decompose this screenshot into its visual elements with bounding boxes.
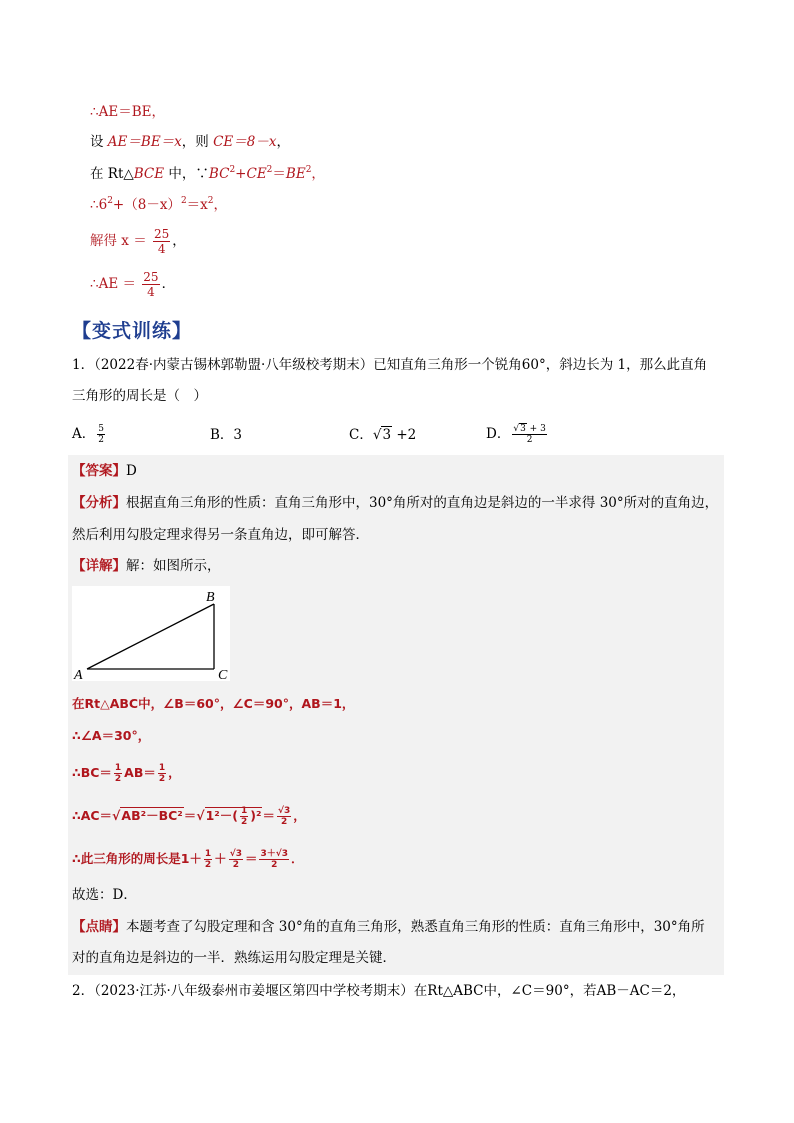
t: ＝ xyxy=(262,808,275,823)
analysis-line-1 xyxy=(72,494,718,512)
fraction xyxy=(229,849,243,870)
t: ＝ xyxy=(272,166,286,182)
t: ∴此三角形的周长是1＋ xyxy=(72,851,202,866)
label-a: A xyxy=(74,668,83,681)
fraction-25-4 xyxy=(153,227,170,256)
side-ab xyxy=(87,604,214,669)
t: ∴6 xyxy=(90,197,108,213)
t: + 3 xyxy=(526,424,546,434)
t: 3 xyxy=(520,424,526,434)
t: 1 xyxy=(241,806,248,816)
prev-line-3 xyxy=(90,165,325,183)
t: 4 xyxy=(142,284,159,299)
t: 1²－( xyxy=(205,808,238,823)
prev-line-2 xyxy=(90,133,290,151)
t: 2 xyxy=(158,774,166,784)
triangle-svg xyxy=(72,586,230,681)
t: BE xyxy=(285,166,306,182)
q1-option-a xyxy=(72,424,107,445)
fraction xyxy=(512,424,546,445)
t: CE＝8－x xyxy=(213,134,277,150)
analysis-tag: 【分析】 xyxy=(72,495,126,511)
comment-line-1 xyxy=(72,918,705,936)
t: 2 xyxy=(277,816,291,827)
t: ， xyxy=(213,197,228,213)
t: ＝x xyxy=(186,197,208,213)
t: 本题考查了勾股定理和含 30°角的直角三角形，熟悉直角三角形的性质：直角三角形中，30°角所 xyxy=(126,919,705,935)
t: ∴AE ＝ xyxy=(90,276,141,292)
t: 1 xyxy=(114,763,122,773)
q1-option-d xyxy=(486,424,549,445)
t: 25 xyxy=(143,270,159,284)
t: +（8－x） xyxy=(112,197,181,213)
t: 2 xyxy=(229,859,243,870)
q1-option-b: B．3 xyxy=(210,427,243,443)
t: D． xyxy=(486,426,511,442)
q1-option-c xyxy=(349,426,416,444)
t: 根据直角三角形的性质：直角三角形中，30°角所对的直角边是斜边的一半求得 30°所对的直角边， xyxy=(126,495,719,511)
analysis-line-2: 然后利用勾股定理求得另一条直角边，即可解答． xyxy=(72,527,369,543)
t: + xyxy=(235,166,247,182)
q2-line-1: 2．（2023·江苏·八年级泰州市姜堰区第四中学校考期末）在Rt△ABC中，∠C＝90°，若AB－AC＝2， xyxy=(72,983,686,999)
t: 中，∵ xyxy=(164,166,209,182)
step-4 xyxy=(72,806,306,827)
prev-line-4 xyxy=(90,196,227,214)
sqrt: √AB²－BC² xyxy=(112,808,183,823)
t: 在 Rt△ xyxy=(90,166,134,182)
q1-line-2: 三角形的周长是（ ） xyxy=(72,388,207,404)
section-title: 【变式训练】 xyxy=(72,320,193,342)
t: 25 xyxy=(154,227,170,241)
t xyxy=(512,424,546,434)
t: 2 xyxy=(98,435,104,445)
step-5 xyxy=(72,849,304,870)
t: 解得 x ＝ xyxy=(90,233,151,249)
answer-line xyxy=(72,462,137,480)
prev-line-1 xyxy=(90,103,165,121)
t: C． xyxy=(349,427,373,443)
t: ＋ xyxy=(214,851,227,866)
t: 2 xyxy=(107,196,113,206)
t: ， xyxy=(276,134,290,150)
t: ， xyxy=(293,808,306,823)
detail-tag: 【详解】 xyxy=(72,558,126,574)
comment-line-2: 对的直角边是斜边的一半．熟练运用勾股定理是关键． xyxy=(72,950,396,966)
t: )² xyxy=(250,808,262,823)
t: 设 xyxy=(90,134,108,150)
t: A． xyxy=(72,426,96,442)
t: 5 xyxy=(98,424,104,434)
prev-line-1-text: ∴AE＝BE， xyxy=(90,104,165,120)
t: ＝ xyxy=(183,808,197,823)
step-6: 故选：D． xyxy=(72,887,137,903)
t: 2 xyxy=(305,165,312,175)
q1-line-1: 1．（2022春·内蒙古锡林郭勒盟·八年级校考期末）已知直角三角形一个锐角60°，斜边长为 1，那么此直角 xyxy=(72,357,708,373)
t: 2 xyxy=(207,196,214,206)
t: √3 xyxy=(229,849,242,859)
t: ， xyxy=(168,765,181,780)
t: 4 xyxy=(153,241,170,256)
t: ，则 xyxy=(181,134,214,150)
fraction xyxy=(158,763,166,784)
t: 2 xyxy=(512,434,546,445)
fraction xyxy=(240,806,248,827)
t: BCE xyxy=(133,166,165,182)
answer-tag: 【答案】 xyxy=(72,463,126,479)
t: 3 xyxy=(382,427,392,443)
t: ∴AC＝ xyxy=(72,808,113,823)
t xyxy=(205,806,263,827)
prev-line-5 xyxy=(90,227,186,256)
fraction xyxy=(259,849,289,870)
label-b: B xyxy=(206,590,215,605)
fraction xyxy=(204,849,212,870)
t: ． xyxy=(291,851,304,866)
t: √3 xyxy=(277,806,291,816)
t: ， xyxy=(172,233,186,249)
detail-line xyxy=(72,557,221,575)
label-c: C xyxy=(218,668,228,681)
fraction xyxy=(277,806,291,827)
step-1: 在Rt△ABC中，∠B＝60°，∠C＝90°，AB＝1， xyxy=(72,696,355,711)
t: 2 xyxy=(229,165,236,175)
t: ＝ xyxy=(244,851,258,866)
triangle-figure xyxy=(72,586,230,681)
t: 2 xyxy=(180,196,187,206)
t: BC xyxy=(208,166,230,182)
comment-tag: 【点睛】 xyxy=(72,919,126,935)
t: AB＝ xyxy=(124,765,156,780)
t: CE xyxy=(246,166,267,182)
prev-line-6 xyxy=(90,270,175,299)
t: AE＝BE＝x xyxy=(107,134,182,150)
t: 1 xyxy=(158,763,166,773)
t: 1 xyxy=(204,849,212,859)
fraction xyxy=(97,424,105,445)
t: 2 xyxy=(114,774,122,784)
sqrt: √3 xyxy=(372,427,392,443)
fraction-25-4 xyxy=(142,270,159,299)
t: 2 xyxy=(241,817,248,827)
t: +2 xyxy=(392,427,417,443)
t: ． xyxy=(161,276,176,292)
t: 3＋√3 xyxy=(260,849,288,859)
t: 2 xyxy=(266,165,273,175)
t: AB²－BC² xyxy=(121,808,183,823)
t: 解：如图所示， xyxy=(126,558,221,574)
sqrt: √3 xyxy=(513,424,526,434)
t: 2 xyxy=(204,860,212,870)
step-2: ∴∠A＝30°， xyxy=(72,728,151,743)
t: ， xyxy=(311,166,325,182)
answer-text: D xyxy=(126,463,137,479)
t: ∴BC＝ xyxy=(72,765,112,780)
sqrt: √1²－( $\frac{1}{2}$ )² xyxy=(196,806,262,827)
step-3 xyxy=(72,763,181,784)
fraction xyxy=(114,763,122,784)
t: 2 xyxy=(259,859,289,870)
